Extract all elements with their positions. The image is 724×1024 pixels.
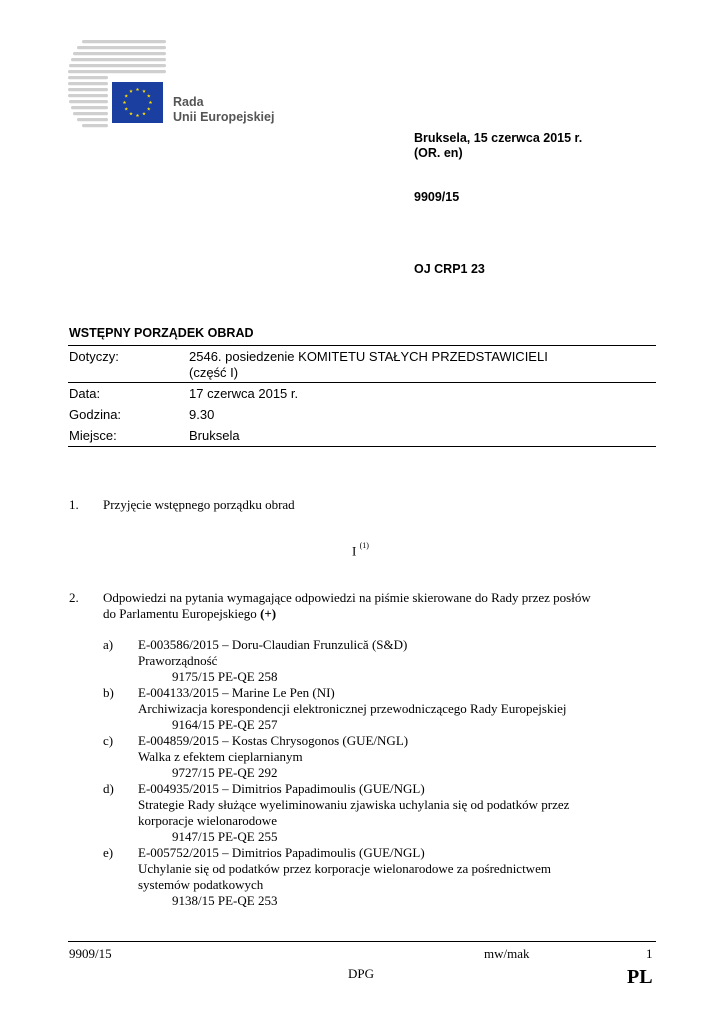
subitem-reference: 9147/15 PE-QE 255 bbox=[172, 829, 278, 844]
item-marker: (+) bbox=[260, 606, 277, 621]
time-label: Godzina: bbox=[69, 407, 122, 422]
subitem-reference: 9727/15 PE-QE 292 bbox=[172, 765, 278, 780]
place-value: Bruksela bbox=[189, 428, 240, 443]
footer-language: PL bbox=[627, 966, 653, 988]
subitem-text: E-004935/2015 – Dimitrios Papadimoulis (GUE/NGL) Strategie Rady służące wyeliminowaniu zjawiska uchylania się od podatków przez korporacje wielonarodowe bbox=[138, 781, 570, 828]
footer-page-number: 1 bbox=[646, 946, 653, 961]
footer-divider bbox=[68, 941, 656, 942]
subitem-letter: d) bbox=[103, 781, 114, 796]
subject-value: 2546. posiedzenie KOMITETU STAŁYCH PRZEDSTAWICIELI (część I) bbox=[189, 349, 548, 380]
footer-doc-number: 9909/15 bbox=[69, 946, 112, 961]
subitem-text: E-004859/2015 – Kostas Chrysogonos (GUE/NGL) Walka z efektem cieplarnianym bbox=[138, 733, 409, 764]
original-language: (OR. en) bbox=[414, 146, 463, 160]
date-value: 17 czerwca 2015 r. bbox=[189, 386, 299, 401]
subitem-reference: 9138/15 PE-QE 253 bbox=[172, 893, 278, 908]
subitem-text: E-003586/2015 – Doru-Claudian Frunzulică (S&D) Praworządność bbox=[138, 637, 408, 668]
section-heading: I $^{(1)}$ bbox=[352, 541, 369, 559]
place-label: Miejsce: bbox=[69, 428, 117, 443]
footnote-marker: (1) bbox=[359, 541, 369, 550]
place-and-date: Bruksela, 15 czerwca 2015 r. bbox=[414, 131, 583, 145]
agenda-title: WSTĘPNY PORZĄDEK OBRAD bbox=[69, 326, 254, 340]
divider bbox=[68, 446, 656, 447]
organization-name: Rada Unii Europejskiej bbox=[173, 95, 275, 124]
subitem-reference: 9164/15 PE-QE 257 bbox=[172, 717, 278, 732]
subject-label: Dotyczy: bbox=[69, 349, 119, 364]
subitem-letter: a) bbox=[103, 637, 114, 652]
subitem-letter: e) bbox=[103, 845, 114, 860]
footer-department: DPG bbox=[348, 966, 375, 981]
subitem-text: E-005752/2015 – Dimitrios Papadimoulis (GUE/NGL) Uchylanie się od podatków przez korporacje wielonarodowe za pośrednictwem systemów podatkowych bbox=[138, 845, 551, 892]
divider bbox=[68, 382, 656, 383]
item-text: Odpowiedzi na pytania wymagające odpowiedzi na piśmie skierowane do Rady przez posłów do Parlamentu Europejskiego (+) bbox=[103, 590, 591, 621]
footer-initials: mw/mak bbox=[484, 946, 530, 961]
item-text: Przyjęcie wstępnego porządku obrad bbox=[103, 497, 295, 512]
time-value: 9.30 bbox=[189, 407, 215, 422]
subitem-letter: c) bbox=[103, 733, 114, 748]
item-number: 2. bbox=[69, 590, 79, 605]
item-number: 1. bbox=[69, 497, 79, 512]
document-reference: OJ CRP1 23 bbox=[414, 262, 485, 276]
subitem-reference: 9175/15 PE-QE 258 bbox=[172, 669, 278, 684]
date-label: Data: bbox=[69, 386, 101, 401]
subitem-text: E-004133/2015 – Marine Le Pen (NI) Archiwizacja korespondencji elektronicznej przewodniczącego Rady Europejskiej bbox=[138, 685, 567, 716]
subitem-letter: b) bbox=[103, 685, 114, 700]
document-number: 9909/15 bbox=[414, 190, 460, 204]
divider bbox=[68, 345, 656, 346]
